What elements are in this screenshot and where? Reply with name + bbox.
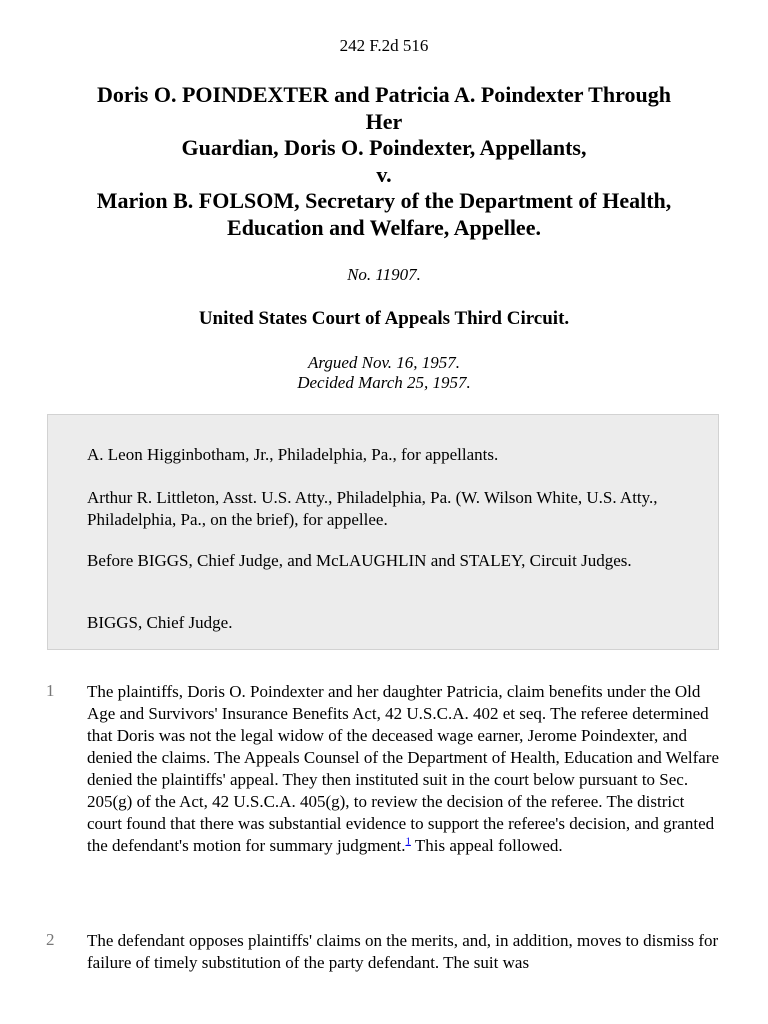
counsel-appellants: A. Leon Higginbotham, Jr., Philadelphia, Pa., for appellants. bbox=[87, 445, 499, 464]
case-caption bbox=[40, 82, 728, 241]
caption-line: Marion B. FOLSOM, Secretary of the Department of Health, bbox=[96, 188, 672, 213]
caption-line: Education and Welfare, Appellee. bbox=[227, 214, 541, 240]
bench-panel: Before BIGGS, Chief Judge, and McLAUGHLIN and STALEY, Circuit Judges. bbox=[87, 551, 632, 570]
court-name: United States Court of Appeals Third Circuit. bbox=[198, 308, 570, 329]
opinion-author: BIGGS, Chief Judge. bbox=[87, 613, 233, 632]
caption-line: Doris O. POINDEXTER and Patricia A. Poindexter Through bbox=[97, 82, 671, 107]
paragraph-text: The defendant opposes plaintiffs' claims on the merits, and, in addition, moves to dismiss for failure of timely substitution of the party defendant. The suit was bbox=[87, 931, 719, 972]
caption-line: Her bbox=[365, 108, 403, 134]
docket-number: No. 11907. bbox=[347, 265, 421, 284]
caption-line: Guardian, Doris O. Poindexter, Appellants, bbox=[181, 135, 587, 160]
paragraph-text-after: This appeal followed. bbox=[410, 836, 563, 855]
paragraph-text bbox=[87, 681, 723, 857]
decided-date: Decided March 25, 1957. bbox=[297, 373, 471, 392]
case-citation: 242 F.2d 516 bbox=[339, 36, 429, 55]
argued-date: Argued Nov. 16, 1957. bbox=[307, 353, 461, 372]
case-dates bbox=[0, 353, 768, 393]
counsel-appellee: Arthur R. Littleton, Asst. U.S. Atty., Philadelphia, Pa. (W. Wilson White, U.S. Atty., Philadelphia, Pa., on the brief), for appellee. bbox=[87, 488, 658, 529]
footnote-link[interactable]: 1 bbox=[405, 835, 411, 848]
counsel-panel bbox=[47, 414, 719, 650]
paragraph-number: 1 bbox=[46, 681, 55, 700]
paragraph-text-before: The plaintiffs, Doris O. Poindexter and her daughter Patricia, claim benefits under the Old Age and Survivors' Insurance Benefits Act, 42 U.S.C.A. 402 et seq. The referee determined that Doris was not the legal widow of the deceased wage earner, Jerome Poindexter, and denied the claims. The Appeals Counsel of the Department of Health, Education and Welfare denied the plaintiffs' appeal. They then instituted suit in the court below pursuant to Sec. 205(g) of the Act, 42 U.S.C.A. 405(g), to review the decision of the referee. The district court found that there was substantial evidence to support the referee's decision, and granted the defendant's motion for summary judgment. bbox=[87, 682, 719, 855]
paragraph-number: 2 bbox=[46, 930, 55, 949]
caption-versus: v. bbox=[376, 161, 392, 187]
